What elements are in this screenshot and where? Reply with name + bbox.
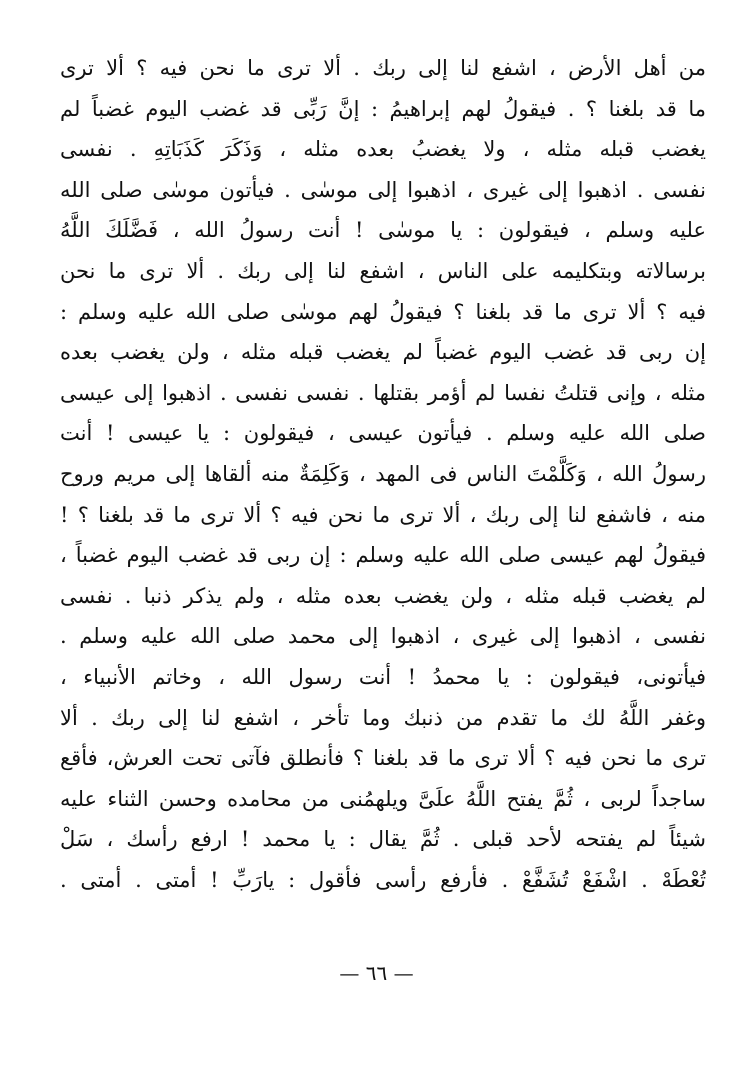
text-line-3: يغضب قبله مثله ، ولا يغضبُ بعده مثله ، وَذَكَرَ كَذَبَاتِهِ . نفسى — [60, 137, 706, 162]
text-line-21: تُعْطَهْ . اشْفَعْ تُشَفَّعْ . فأرفع رأسى فأقول : يارَبِّ ! أمتى . أمتى . — [60, 867, 706, 892]
text-line-2: ما قد بلغنا ؟ . فيقولُ لهم إبراهيمُ : إنَّ رَبِّى قد غضب اليوم غضباً لم — [60, 96, 706, 121]
body-text — [60, 48, 706, 900]
text-line-16: فيأتونى، فيقولون : يا محمدُ ! أنت رسول الله ، وخاتم الأنبياء ، — [60, 664, 706, 689]
text-line-10: صلى الله عليه وسلم . فيأتون عيسى ، فيقولون : يا عيسى ! أنت — [60, 421, 706, 446]
text-line-20: شيئاً لم يفتحه لأحد قبلى . ثُمَّ يقال : يا محمد ! ارفع رأسك ، سَلْ — [60, 827, 706, 852]
text-line-7: فيه ؟ ألا ترى ما قد بلغنا ؟ فيقولُ لهم موسٰى صلى الله عليه وسلم : — [60, 299, 706, 324]
text-line-17: وغفر اللَّهُ لك ما تقدم من ذنبك وما تأخر ، اشفع لنا إلى ربك . ألا — [60, 705, 706, 730]
text-line-11: رسولُ الله ، وَكَلَّمْتَ الناس فى المهد ، وَكَلِمَةٌ منه ألقاها إلى مريم وروح — [60, 461, 706, 486]
text-line-1: من أهل الأرض ، اشفع لنا إلى ربك . ألا ترى ما نحن فيه ؟ ألا ترى — [60, 56, 706, 80]
text-line-15: نفسى ، اذهبوا إلى غيرى ، اذهبوا إلى محمد صلى الله عليه وسلم . — [60, 624, 706, 649]
page-number: — ٦٦ — — [339, 961, 414, 985]
text-line-6: برسالاته وبتكليمه على الناس ، اشفع لنا إلى ربك . ألا ترى ما نحن — [60, 258, 706, 283]
text-line-14: لم يغضب قبله مثله ، ولن يغضب بعده مثله ، ولم يذكر ذنبا . نفسى — [60, 583, 706, 608]
text-line-5: عليه وسلم ، فيقولون : يا موسٰى ! أنت رسولُ الله ، فَضَّلَكَ اللَّهُ — [60, 218, 706, 243]
text-line-8: إن ربى قد غضب اليوم غضباً لم يغضب قبله مثله ، ولن يغضب بعده — [60, 340, 706, 365]
text-line-18: ترى ما نحن فيه ؟ ألا ترى ما قد بلغنا ؟ فأنطلق فآتى تحت العرش، فأقع — [60, 746, 706, 771]
text-line-4: نفسى . اذهبوا إلى غيرى ، اذهبوا إلى موسٰى . فيأتون موسٰى صلى الله — [60, 177, 706, 202]
text-line-12: منه ، فاشفع لنا إلى ربك ، ألا ترى ما نحن فيه ؟ ألا ترى ما قد بلغنا ؟ ! — [60, 502, 706, 527]
text-line-19: ساجداً لربى ، ثُمَّ يفتح اللَّهُ علَىَّ ويلهمُنى من محامده وحسن الثناء عليه — [60, 786, 706, 811]
text-line-9: مثله ، وإنى قتلتُ نفسا لم أؤمر بقتلها . نفسى نفسى . اذهبوا إلى عيسى — [60, 380, 706, 405]
text-line-13: فيقولُ لهم عيسى صلى الله عليه وسلم : إن ربى قد غضب اليوم غضباً ، — [60, 543, 706, 568]
